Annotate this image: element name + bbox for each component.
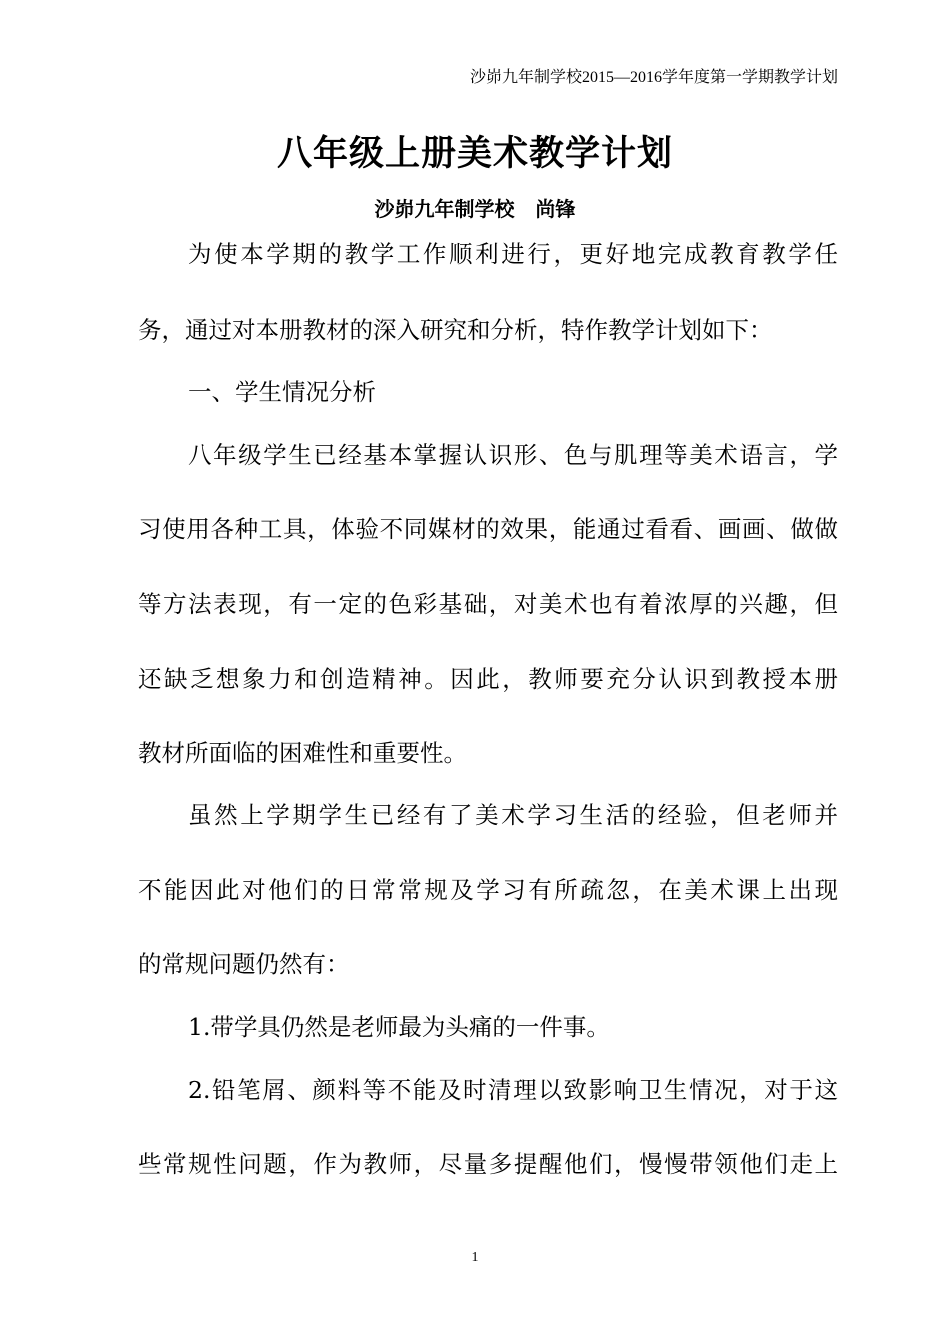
list-item: 1.带学具仍然是老师最为头痛的一件事。 — [188, 1013, 610, 1041]
document-author: 沙峁九年制学校 尚锋 — [374, 197, 576, 221]
paragraph-line: 务，通过对本册教材的深入研究和分析，特作教学计划如下： — [138, 316, 773, 344]
list-item: 2.铅笔屑、颜料等不能及时清理以致影响卫生情况，对于这 — [188, 1076, 838, 1104]
page-number: 1 — [471, 1250, 479, 1265]
paragraph-line: 为使本学期的教学工作顺利进行，更好地完成教育教学任 — [188, 240, 838, 268]
paragraph-line: 等方法表现，有一定的色彩基础，对美术也有着浓厚的兴趣，但 — [138, 590, 838, 618]
document-title: 八年级上册美术教学计划 — [276, 134, 673, 174]
paragraph-line: 些常规性问题，作为教师，尽量多提醒他们，慢慢带领他们走上 — [138, 1150, 838, 1178]
paragraph-line: 习使用各种工具，体验不同媒材的效果，能通过看看、画画、做做 — [138, 515, 838, 543]
section-heading: 一、学生情况分析 — [188, 378, 376, 406]
paragraph-line: 还缺乏想象力和创造精神。因此，教师要充分认识到教授本册 — [138, 665, 838, 693]
paragraph-line: 虽然上学期学生已经有了美术学习生活的经验，但老师并 — [188, 801, 838, 829]
paragraph-line: 教材所面临的困难性和重要性。 — [138, 739, 467, 767]
running-header: 沙峁九年制学校2015—2016学年度第一学期教学计划 — [469, 69, 838, 86]
paragraph-line: 八年级学生已经基本掌握认识形、色与肌理等美术语言，学 — [188, 441, 838, 469]
paragraph-line: 的常规问题仍然有： — [138, 950, 350, 978]
paragraph-line: 不能因此对他们的日常常规及学习有所疏忽，在美术课上出现 — [138, 876, 838, 904]
